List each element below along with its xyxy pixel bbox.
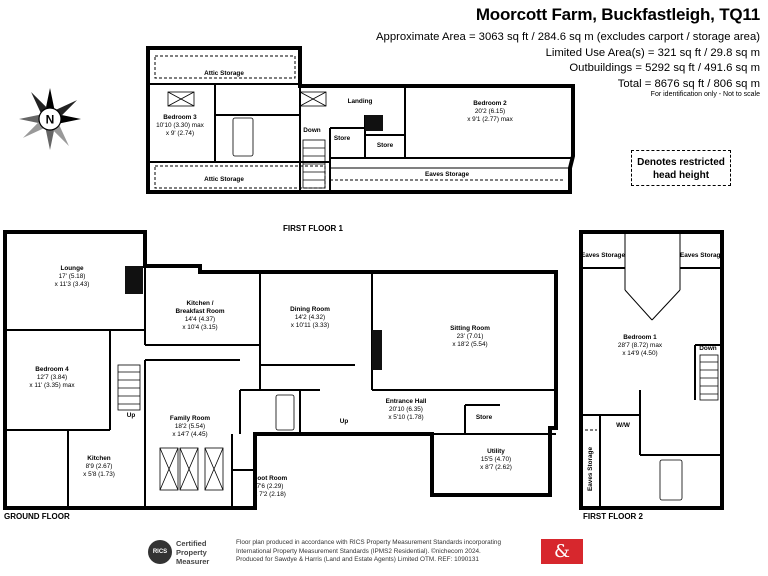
room-name: Kitchen / [186, 300, 214, 307]
room-family [170, 415, 210, 439]
room-dining [290, 306, 330, 330]
room-bedroom2 [467, 100, 513, 124]
room-store [476, 414, 492, 422]
room-dimension: 20'10 (6.35) [389, 406, 423, 413]
stairs-up-label [127, 412, 136, 420]
room-utility [480, 448, 512, 472]
agent-logo: & [541, 539, 583, 564]
room-name: Bedroom 4 [35, 366, 69, 373]
room-dimension: x 8'7 (2.62) [480, 464, 512, 471]
room-store [377, 142, 393, 150]
room-dimension: x 5'8 (1.73) [83, 471, 115, 478]
room-dimension: 14'2 (4.32) [294, 314, 326, 321]
room-dimension: x 7'2 (2.18) [254, 491, 286, 498]
room-lounge [55, 265, 90, 289]
room-name: Boot Room [252, 475, 288, 482]
room-eaves-storage [425, 171, 469, 179]
room-name: Store [475, 414, 493, 421]
room-dimension: 7'6 (2.29) [256, 483, 284, 490]
area-line: Limited Use Area(s) = 321 sq ft / 29.8 sq m [545, 46, 760, 59]
room-walk-in-wardrobe [616, 422, 630, 430]
room-dimension: x 11'3 (3.43) [54, 281, 90, 288]
room-name: Eaves Storage [587, 446, 594, 492]
room-dimension: 23' (7.01) [456, 333, 484, 340]
room-store [334, 135, 350, 143]
room-attic-storage [204, 70, 244, 78]
rics-line: Certified [176, 539, 207, 548]
room-kitchen [83, 455, 115, 479]
footer-line: Produced for Sawdye & Harris (Land and Estate Agents) Limited OTM. REF: 1090131 [236, 556, 479, 563]
room-entrance-hall [386, 398, 427, 422]
stairs-label: Down [303, 127, 321, 134]
room-dimension: x 5'10 (1.78) [388, 414, 424, 421]
legend-line: Denotes restricted [637, 157, 725, 168]
floor-label-ground: GROUND FLOOR [4, 512, 70, 521]
room-landing [348, 98, 373, 106]
floor-label-first1: FIRST FLOOR 1 [283, 224, 343, 233]
compass-letter: N [45, 112, 55, 127]
room-bedroom4 [29, 366, 74, 390]
room-dimension: 18'2 (5.54) [174, 423, 206, 430]
room-name: Lounge [60, 265, 84, 272]
room-bedroom3 [156, 114, 204, 138]
room-name: Landing [347, 98, 373, 105]
room-name: Dining Room [290, 306, 330, 313]
room-name: Breakfast Room [175, 308, 225, 315]
room-name: Attic Storage [204, 70, 244, 77]
room-name: Store [376, 142, 394, 149]
stairs-label: Up [339, 418, 349, 425]
area-line: Total = 8676 sq ft / 806 sq m [617, 77, 760, 90]
identification-note: For identification only - Not to scale [650, 91, 760, 98]
room-name: Family Room [169, 415, 211, 422]
room-dimension: x 9'1 (2.77) max [467, 116, 513, 123]
room-dimension: x 10'11 (3.33) [290, 322, 330, 329]
stairs-label: Down [699, 345, 717, 352]
room-name: Store [333, 135, 351, 142]
stairs-label: Up [126, 412, 136, 419]
room-dimension: x 14'9 (4.50) [622, 350, 658, 357]
room-dimension: x 10'4 (3.15) [182, 324, 218, 331]
footer-line: International Property Measurement Standards (IPMS2 Residential). ©nichecom 2024. [236, 547, 481, 555]
footer-line: Floor plan produced in accordance with RICS Property Measurement Standards incorporating [236, 539, 501, 546]
room-eaves-storage [587, 447, 595, 491]
rics-badge [148, 537, 228, 567]
room-name: Kitchen [87, 455, 111, 462]
room-dimension: x 9' (2.74) [165, 130, 195, 137]
room-name: Eaves Storage [424, 171, 470, 178]
area-line: Outbuildings = 5292 sq ft / 491.6 sq m [569, 62, 760, 74]
room-name: Entrance Hall [385, 398, 427, 405]
room-dimension: 8'9 (2.67) [85, 463, 113, 470]
area-line: Approximate Area = 3063 sq ft / 284.6 sq m (excludes carport / storage area) [376, 31, 760, 43]
room-name: Bedroom 2 [473, 100, 507, 107]
legend-line: head height [652, 170, 710, 181]
room-eaves-storage [680, 252, 724, 260]
rics-logo: RICS [148, 540, 172, 564]
room-name: Attic Storage [204, 176, 244, 183]
stairs-down-label [699, 345, 716, 353]
room-name: Bedroom 1 [623, 334, 657, 341]
room-dimension: 12'7 (3.84) [36, 374, 68, 381]
room-name: Bedroom 3 [163, 114, 197, 121]
room-dimension: 17' (5.18) [58, 273, 86, 280]
plan-title: Moorcott Farm, Buckfastleigh, TQ11 [475, 5, 760, 24]
room-sitting [450, 325, 490, 349]
room-dimension: 15'5 (4.70) [480, 456, 512, 463]
rics-line: Property [176, 548, 207, 557]
room-dimension: 14'4 (4.37) [184, 316, 216, 323]
room-name: Utility [487, 448, 505, 455]
room-dimension: 10'10 (3.30) max [156, 122, 204, 129]
room-attic-storage [204, 176, 244, 184]
rics-line: Measurer [176, 557, 210, 566]
stairs-up-label [340, 418, 349, 426]
footer-text [236, 539, 536, 565]
room-dimension: x 18'2 (5.54) [452, 341, 488, 348]
room-name: Eaves Storage [679, 252, 725, 259]
room-name: W/W [616, 422, 630, 429]
room-name: Eaves Storage [580, 252, 626, 259]
room-bedroom1 [618, 334, 662, 358]
room-eaves-storage [581, 252, 625, 260]
stairs-down-label [303, 127, 320, 135]
room-dimension: x 14'7 (4.45) [172, 431, 208, 438]
room-dimension: 28'7 (8.72) max [617, 342, 663, 349]
room-dimension: x 11' (3.35) max [29, 382, 75, 389]
floor-label-first2: FIRST FLOOR 2 [583, 512, 643, 521]
room-kitchen-breakfast [175, 300, 224, 332]
room-boot [253, 475, 287, 499]
room-name: Sitting Room [450, 325, 490, 332]
rics-text [176, 539, 209, 566]
room-dimension: 20'2 (6.15) [474, 108, 506, 115]
